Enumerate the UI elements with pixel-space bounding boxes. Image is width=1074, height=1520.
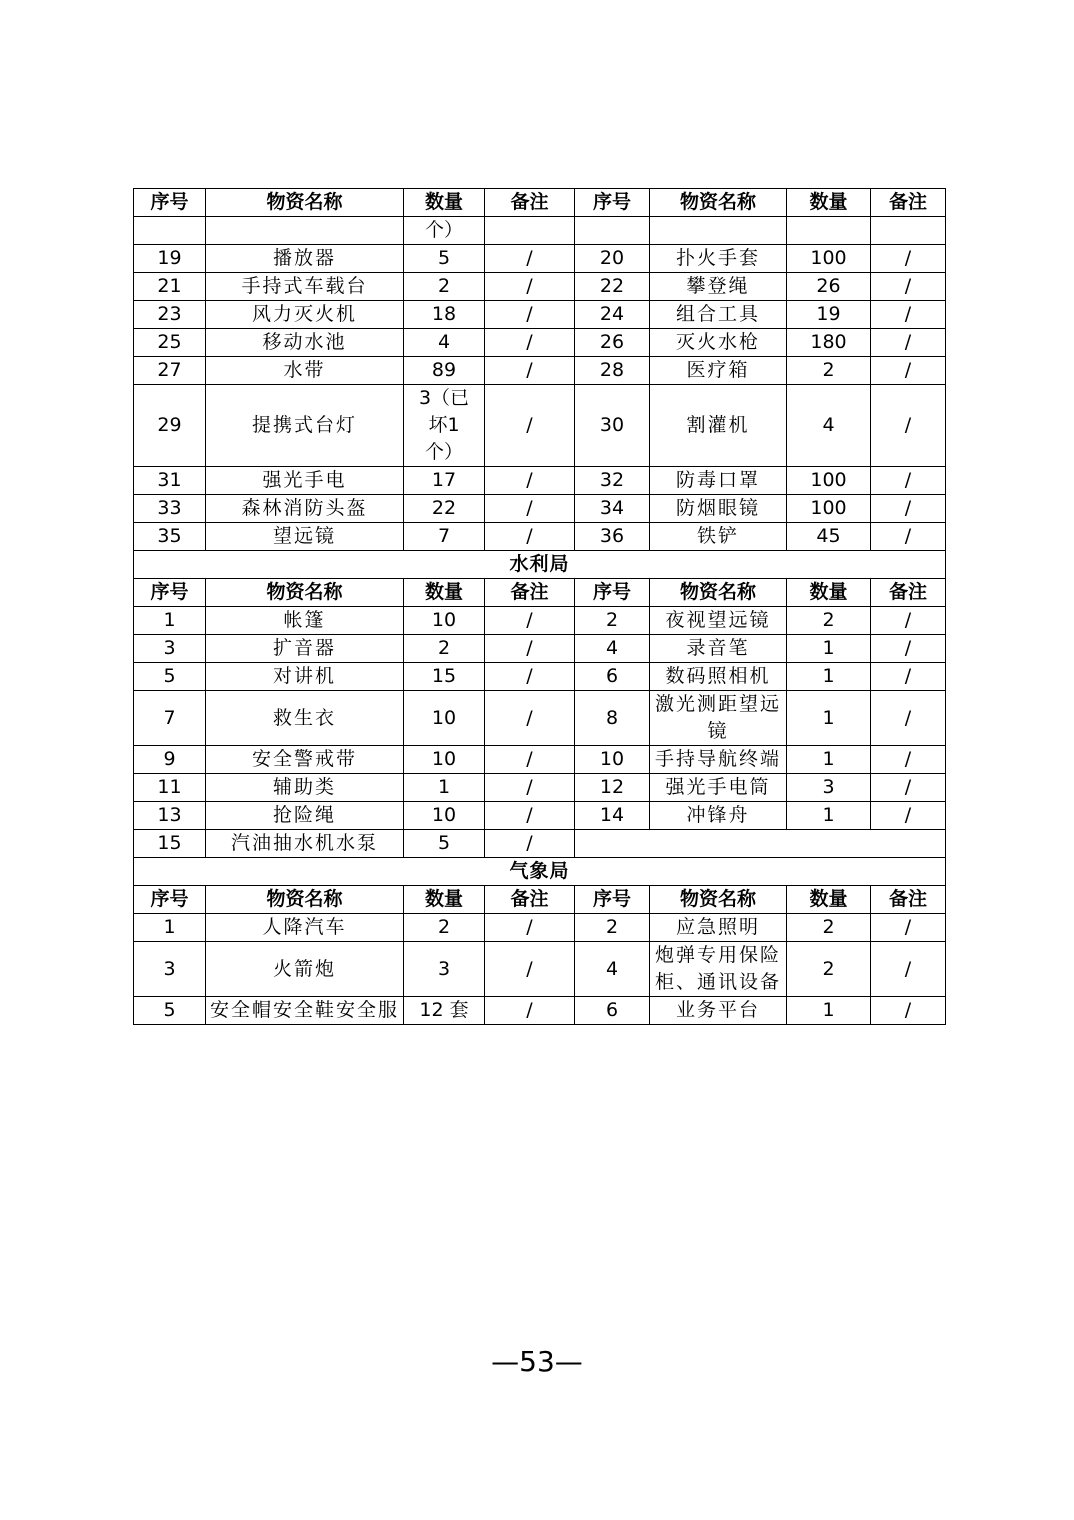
table-cell: 风力灭火机 [206,301,404,329]
table-cell: / [485,385,575,467]
table-cell: 灭火水枪 [650,329,787,357]
table-cell: / [485,663,575,691]
table-cell: 2 [575,607,650,635]
table-cell: 1 [404,774,485,802]
table-cell: / [871,607,946,635]
table-header-row [134,189,946,217]
table-cell: / [871,329,946,357]
table-row [134,467,946,495]
header-cell: 备注 [485,189,575,217]
table-cell: 29 [134,385,206,467]
table-cell: / [871,746,946,774]
table-cell: 31 [134,467,206,495]
table-cell: 25 [134,329,206,357]
table-cell: 扑火手套 [650,245,787,273]
table-cell: 100 [787,495,871,523]
table-cell: 铁铲 [650,523,787,551]
table-row [134,329,946,357]
table-cell: / [485,830,575,858]
table-cell: 强光手电筒 [650,774,787,802]
table-cell: 27 [134,357,206,385]
table-cell: 激光测距望远镜 [650,691,787,746]
table-cell: 36 [575,523,650,551]
table-cell: 8 [575,691,650,746]
table-cell: / [485,467,575,495]
table-cell: / [871,691,946,746]
header-cell: 序号 [575,886,650,914]
table-cell: 1 [134,914,206,942]
header-cell: 物资名称 [206,579,404,607]
table-cell: / [871,997,946,1025]
table-cell: 26 [575,329,650,357]
table-cell: 夜视望远镜 [650,607,787,635]
table-row [134,942,946,997]
table-row [134,802,946,830]
table-cell: / [485,997,575,1025]
table-cell: 救生衣 [206,691,404,746]
table-row [134,830,946,858]
table-cell: / [485,245,575,273]
table-cell: 扩音器 [206,635,404,663]
table-cell: 水带 [206,357,404,385]
table-cell: 28 [575,357,650,385]
table-cell: / [485,273,575,301]
header-cell: 序号 [134,189,206,217]
table-row [134,495,946,523]
table-cell: 1 [787,691,871,746]
table-cell: 34 [575,495,650,523]
table-cell: / [485,607,575,635]
header-cell: 数量 [787,886,871,914]
table-cell: 业务平台 [650,997,787,1025]
table-cell: 22 [575,273,650,301]
table-cell: 防烟眼镜 [650,495,787,523]
header-cell: 数量 [787,189,871,217]
table-cell [485,217,575,245]
table-cell: 2 [404,635,485,663]
table-row [134,385,946,467]
header-cell: 物资名称 [650,886,787,914]
header-cell: 备注 [871,579,946,607]
table-cell: 12 [575,774,650,802]
table-cell: 2 [404,914,485,942]
header-cell: 物资名称 [206,886,404,914]
header-cell: 备注 [871,886,946,914]
table-cell [575,217,650,245]
table-cell: 3 [787,774,871,802]
table-cell: 6 [575,997,650,1025]
header-cell: 数量 [404,886,485,914]
table-cell: / [871,245,946,273]
table-cell: / [485,691,575,746]
header-cell: 物资名称 [650,189,787,217]
page-number: —53— [491,1345,583,1378]
table-cell: 抢险绳 [206,802,404,830]
header-cell: 物资名称 [206,189,404,217]
header-cell: 序号 [575,579,650,607]
table-cell: / [871,802,946,830]
table-cell: 13 [134,802,206,830]
table-cell: 4 [575,942,650,997]
table-row [134,997,946,1025]
table-cell: / [485,495,575,523]
table-cell [206,217,404,245]
table-row [134,357,946,385]
table-row [134,217,946,245]
table-row [134,635,946,663]
table-cell: / [871,385,946,467]
table-cell: 7 [134,691,206,746]
table-cell: 个） [404,217,485,245]
table-cell: / [871,467,946,495]
table-cell: 100 [787,245,871,273]
table-cell: 35 [134,523,206,551]
table-cell: 14 [575,802,650,830]
table-cell: / [871,523,946,551]
table-cell: 45 [787,523,871,551]
table-cell: 10 [404,691,485,746]
table-cell: / [485,357,575,385]
table-cell: 89 [404,357,485,385]
table-cell: / [485,774,575,802]
table-cell: / [485,635,575,663]
table-cell: / [871,663,946,691]
table-cell: 帐篷 [206,607,404,635]
table-cell: 15 [134,830,206,858]
table-row [134,914,946,942]
section-title: 气象局 [134,858,946,886]
table-row [134,301,946,329]
table-cell: / [871,495,946,523]
header-cell: 数量 [787,579,871,607]
table-cell: 割灌机 [650,385,787,467]
table-cell: / [485,523,575,551]
table-cell: 3 [134,942,206,997]
table-cell: / [485,746,575,774]
table-row [134,663,946,691]
table-cell: 10 [404,802,485,830]
table-cell: 2 [787,607,871,635]
table-cell: 数码照相机 [650,663,787,691]
table-cell: 21 [134,273,206,301]
table-cell: 15 [404,663,485,691]
table-cell: 移动水池 [206,329,404,357]
table-cell: 12 套 [404,997,485,1025]
table-cell: 10 [404,607,485,635]
section-title: 水利局 [134,551,946,579]
header-cell: 物资名称 [650,579,787,607]
table-cell: 1 [787,663,871,691]
header-cell: 备注 [485,579,575,607]
table-cell: 播放器 [206,245,404,273]
table-row [134,691,946,746]
header-cell: 数量 [404,189,485,217]
table-cell: 20 [575,245,650,273]
table-cell [871,217,946,245]
table-cell [134,217,206,245]
header-cell: 备注 [871,189,946,217]
table-cell: 9 [134,746,206,774]
table-cell: 2 [404,273,485,301]
table-row [134,607,946,635]
table-cell: 5 [404,245,485,273]
table-cell: 提携式台灯 [206,385,404,467]
table-cell: 5 [134,997,206,1025]
header-cell: 序号 [134,579,206,607]
table-row [134,523,946,551]
table-cell: 1 [134,607,206,635]
table-cell: 2 [575,914,650,942]
table-cell: 19 [134,245,206,273]
table-cell: / [871,273,946,301]
table-cell: / [871,301,946,329]
table-cell: / [485,914,575,942]
table-cell: 3 [404,942,485,997]
table-cell: 望远镜 [206,523,404,551]
table-cell: 应急照明 [650,914,787,942]
materials-table [133,188,946,1025]
table-cell: 7 [404,523,485,551]
table-cell: 33 [134,495,206,523]
table-cell: 4 [575,635,650,663]
table-header-row [134,886,946,914]
table-cell: 防毒口罩 [650,467,787,495]
table-cell: 医疗箱 [650,357,787,385]
table-cell [787,217,871,245]
table-cell: 11 [134,774,206,802]
table-cell: 录音笔 [650,635,787,663]
table-cell: 2 [787,914,871,942]
table-cell: 2 [787,357,871,385]
table-cell: 人降汽车 [206,914,404,942]
table-cell: 17 [404,467,485,495]
table-row [134,746,946,774]
table-header-row [134,579,946,607]
table-cell: 1 [787,997,871,1025]
table-cell: 23 [134,301,206,329]
table-cell: 19 [787,301,871,329]
table-cell: 4 [787,385,871,467]
table-cell: 森林消防头盔 [206,495,404,523]
table-cell: 3 [134,635,206,663]
table-cell: 26 [787,273,871,301]
table-cell: 24 [575,301,650,329]
table-row [134,273,946,301]
table-cell: 10 [404,746,485,774]
table-cell: 汽油抽水机水泵 [206,830,404,858]
table-row [134,774,946,802]
table-cell: 冲锋舟 [650,802,787,830]
table-cell: 5 [404,830,485,858]
table-cell: 1 [787,635,871,663]
table-cell: 辅助类 [206,774,404,802]
section-title-row [134,858,946,886]
empty-cell [575,830,946,858]
table-cell: 炮弹专用保险柜、通讯设备 [650,942,787,997]
table-cell: 22 [404,495,485,523]
table-cell: 180 [787,329,871,357]
table-cell: 对讲机 [206,663,404,691]
header-cell: 序号 [134,886,206,914]
table-cell: 1 [787,746,871,774]
table-cell: 32 [575,467,650,495]
table-cell: 攀登绳 [650,273,787,301]
table-cell: 安全警戒带 [206,746,404,774]
table-cell: / [485,942,575,997]
table-cell: 1 [787,802,871,830]
table-cell: / [871,774,946,802]
table-cell: / [871,357,946,385]
table-cell: 3（已坏1个） [404,385,485,467]
header-cell: 备注 [485,886,575,914]
table-cell: 4 [404,329,485,357]
header-cell: 数量 [404,579,485,607]
table-row [134,245,946,273]
table-cell: 100 [787,467,871,495]
table-cell: 组合工具 [650,301,787,329]
table-cell: 2 [787,942,871,997]
table-cell: / [485,329,575,357]
table-cell: / [485,301,575,329]
table-cell: 手持式车载台 [206,273,404,301]
section-title-row [134,551,946,579]
table-cell: 6 [575,663,650,691]
table-cell: 强光手电 [206,467,404,495]
table-cell: / [871,635,946,663]
table-cell: 手持导航终端 [650,746,787,774]
table-cell: 5 [134,663,206,691]
table-cell: 30 [575,385,650,467]
header-cell: 序号 [575,189,650,217]
table-cell: 10 [575,746,650,774]
table-cell: / [871,942,946,997]
table-cell: 火箭炮 [206,942,404,997]
table-cell [650,217,787,245]
table-cell: 安全帽安全鞋安全服 [206,997,404,1025]
table-cell: / [871,914,946,942]
table-cell: 18 [404,301,485,329]
table-cell: / [485,802,575,830]
